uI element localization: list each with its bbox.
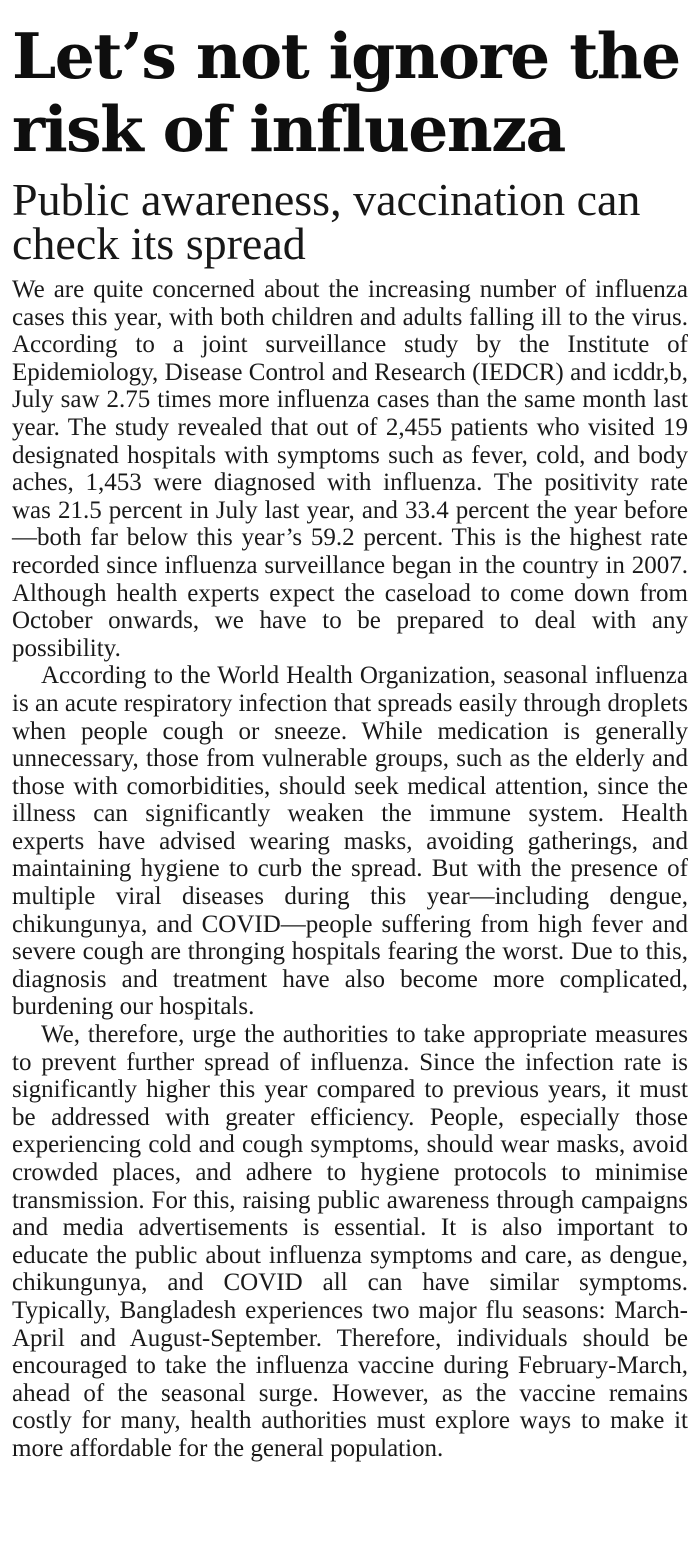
headline-line-2: risk of influenza <box>12 92 565 166</box>
paragraph-1: We are quite concerned about the increasing number of influenza cases this year, with both children and adults falling ill to the virus. According to a joint surveillance study by the Institute of Epidemiology, Disease Control and Research (IEDCR) and icddr,b, July saw 2.75 times more influenza cases than the same month last year. The study revealed that out of 2,455 patients who visited 19 designated hospitals with symptoms such as fever, cold, and body aches, 1,453 were diagnosed with influenza. The positivity rate was 21.5 percent in July last year, and 33.4 percent the year before—both far below this year’s 59.2 percent. This is the highest rate recorded since influenza surveillance began in the country in 2007. Although health experts expect the caseload to come down from October onwards, we have to be prepared to deal with any possibility. <box>12 276 688 662</box>
subheadline-line-2: check its spread <box>12 218 306 269</box>
paragraph-3: We, therefore, urge the authorities to take appropriate measures to prevent further spread of influenza. Since the infection rate is significantly higher this year compared to previous years, it must be addressed with greater efficiency. People, especially those experiencing cold and cough symptoms, should wear masks, avoid crowded places, and adhere to hygiene protocols to minimise transmission. For this, raising public awareness through campaigns and media advertisements is essential. It is also important to educate the public about influenza symptoms and care, as dengue, chikungunya, and COVID all can have similar symptoms. Typically, Bangladesh experiences two major flu seasons: March-April and August-September. Therefore, individuals should be encouraged to take the influenza vaccine during February-March, ahead of the seasonal surge. However, as the vaccine remains costly for many, health authorities must explore ways to make it more affordable for the general population. <box>12 1021 688 1462</box>
subheadline-line-1: Public awareness, vaccination can <box>12 174 641 225</box>
paragraph-2: According to the World Health Organization, seasonal influenza is an acute respiratory infection that spreads easily through droplets when people cough or sneeze. While medication is generally unnecessary, those from vulnerable groups, such as the elderly and those with comorbidities, should seek medical attention, since the illness can significantly weaken the immune system. Health experts have advised wearing masks, avoiding gatherings, and maintaining hygiene to curb the spread. But with the presence of multiple viral diseases during this year—including dengue, chikungunya, and COVID—people suffering from high fever and severe cough are thronging hospitals fearing the worst. Due to this, diagnosis and treatment have also become more complicated, burdening our hospitals. <box>12 662 688 1021</box>
headline-line-1: Let’s not ignore the <box>12 19 680 93</box>
subheadline <box>12 174 688 269</box>
article-body <box>12 276 688 1463</box>
headline <box>12 20 688 166</box>
